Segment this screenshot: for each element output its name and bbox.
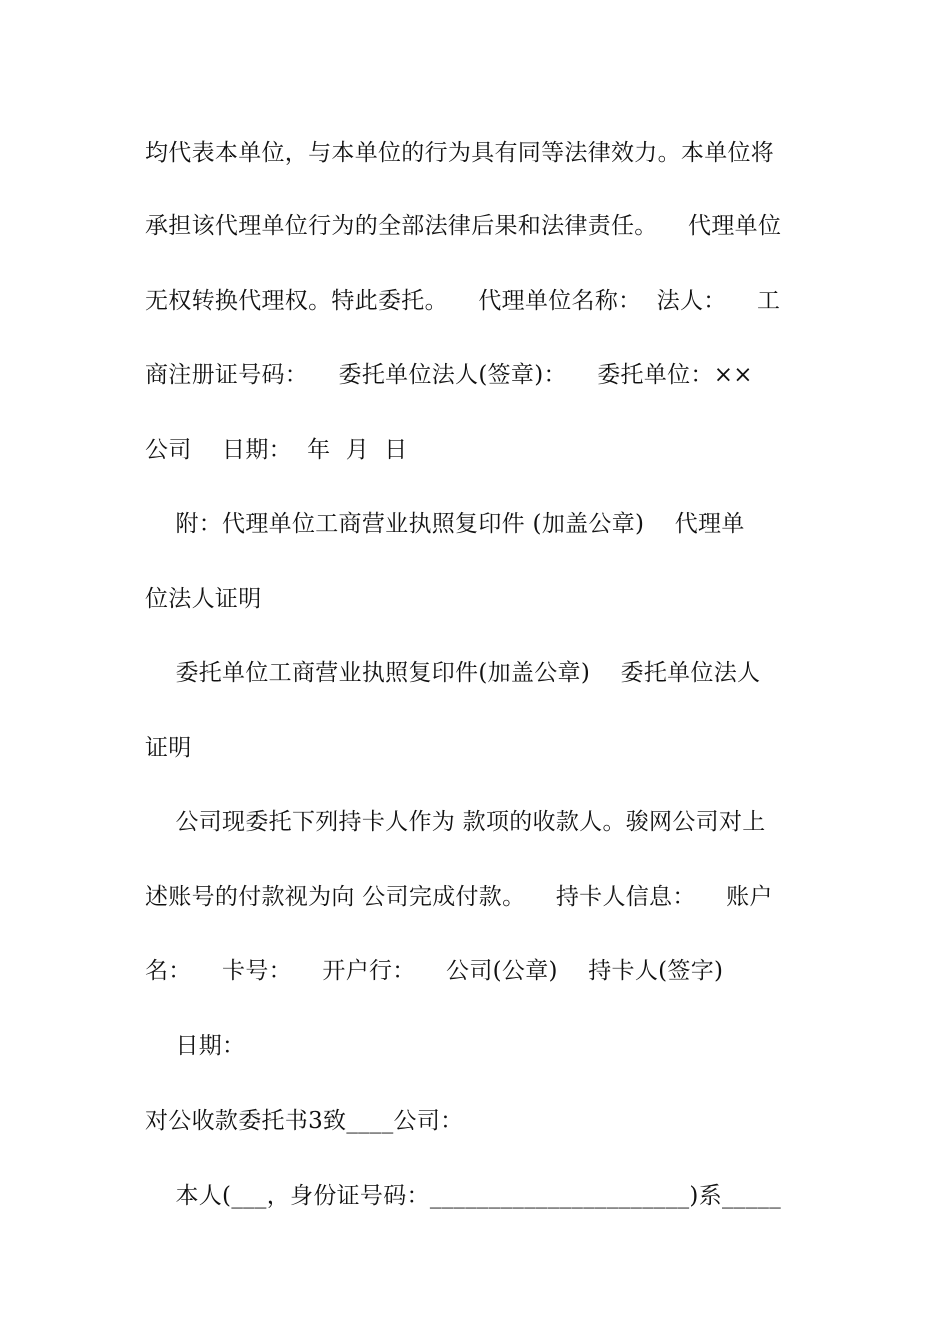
identity-line: 本人(___，身份证号码：______________________)系_____ — [145, 1183, 781, 1209]
body-line-2: 承担该代理单位行为的全部法律后果和法律责任。 代理单位 — [145, 213, 782, 239]
payee-line-1: 公司现委托下列持卡人作为 款项的收款人。骏网公司对上 — [145, 809, 766, 835]
attachment-line-3: 委托单位工商营业执照复印件(加盖公章) 委托单位法人 — [145, 660, 761, 686]
body-line-3: 无权转换代理权。特此委托。 代理单位名称： 法人： 工 — [145, 288, 781, 314]
attachment-line-4: 证明 — [145, 735, 192, 761]
body-line-4: 商注册证号码： 委托单位法人(签章)： 委托单位：×× — [145, 362, 753, 388]
attachment-line-2: 位法人证明 — [145, 586, 262, 612]
section-heading-3: 对公收款委托书3致____公司： — [145, 1108, 464, 1134]
payee-line-3: 名： 卡号： 开户行： 公司(公章) 持卡人(签字) — [145, 958, 724, 984]
payee-line-2: 述账号的付款视为向 公司完成付款。 持卡人信息： 账户 — [145, 884, 773, 910]
body-line-1: 均代表本单位，与本单位的行为具有同等法律效力。本单位将 — [145, 140, 775, 166]
date-line: 日期： — [145, 1033, 246, 1059]
attachment-line-1: 附：代理单位工商营业执照复印件 (加盖公章) 代理单 — [145, 511, 745, 537]
body-line-5: 公司 日期： 年 月 日 — [145, 437, 408, 463]
